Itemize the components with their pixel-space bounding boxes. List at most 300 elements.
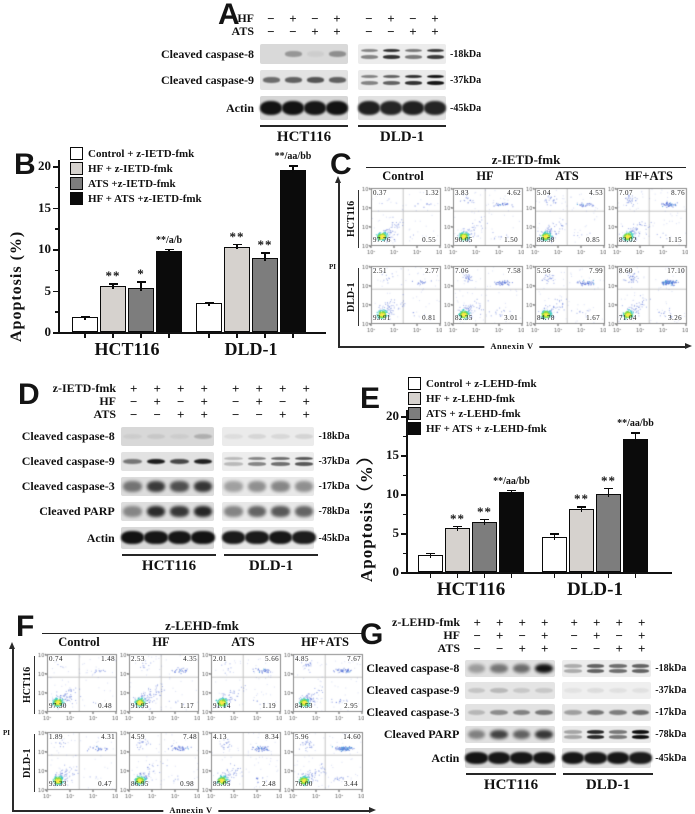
annexin-axis-line bbox=[12, 805, 370, 814]
column-headers bbox=[362, 169, 690, 184]
bar-dld-1-s0 bbox=[196, 303, 222, 332]
pi-axis-label: PI bbox=[329, 263, 336, 271]
quadrant-ll-value: 90.05 bbox=[455, 236, 473, 244]
blot-strip bbox=[562, 660, 651, 677]
condition-sign: − bbox=[570, 641, 578, 656]
blot-band bbox=[170, 459, 189, 465]
x-tick bbox=[264, 334, 266, 338]
blot-row bbox=[6, 477, 358, 496]
condition-sign: + bbox=[255, 394, 263, 409]
blot-band bbox=[629, 752, 652, 764]
quadrant-ur-value: 4.31 bbox=[101, 733, 115, 741]
bar-hct116-s3 bbox=[499, 492, 524, 572]
blot-band bbox=[632, 664, 650, 668]
blot-band bbox=[513, 688, 531, 694]
condition-sign: + bbox=[409, 24, 417, 39]
condition-sign: + bbox=[541, 641, 549, 656]
quadrant-ur-value: 2.77 bbox=[425, 267, 439, 275]
blot-band bbox=[295, 481, 314, 491]
y-tick bbox=[401, 533, 406, 535]
blot-band bbox=[295, 434, 314, 440]
cellline-underline bbox=[466, 773, 556, 775]
quadrant-ur-value: 7.58 bbox=[507, 267, 521, 275]
blot-band bbox=[170, 506, 189, 516]
quadrant-ll-value: 93.91 bbox=[373, 314, 391, 322]
legend-item bbox=[408, 421, 547, 436]
quadrant-ul-value: 3.83 bbox=[455, 189, 469, 197]
condition-sign: + bbox=[153, 394, 161, 409]
condition-sign: − bbox=[279, 394, 287, 409]
flow-plot bbox=[38, 652, 118, 728]
cellline-label: HCT116 bbox=[141, 558, 197, 574]
column-header-control: Control bbox=[382, 169, 424, 183]
blot-band bbox=[510, 752, 533, 764]
cellline-underline bbox=[260, 125, 348, 127]
blot-band bbox=[361, 55, 378, 59]
quadrant-lr-value: 1.17 bbox=[180, 702, 194, 710]
condition-sign: + bbox=[333, 11, 341, 26]
blot-band bbox=[285, 77, 302, 83]
blot-band bbox=[147, 481, 166, 491]
blot-band bbox=[295, 506, 314, 516]
blot-band bbox=[405, 75, 422, 79]
blot-band bbox=[587, 735, 605, 739]
x-tick bbox=[484, 574, 486, 578]
underline-row bbox=[6, 554, 358, 556]
blot-band bbox=[260, 101, 282, 115]
blot-strip bbox=[465, 748, 554, 768]
blot-strip bbox=[562, 704, 651, 721]
blot-row-label: Cleaved PARP bbox=[383, 727, 460, 741]
quadrant-ll-value: 89.58 bbox=[537, 236, 555, 244]
blot-band bbox=[427, 55, 444, 59]
quadrant-ul-value: 4.13 bbox=[213, 733, 227, 741]
blot-row-label: Cleaved caspase-3 bbox=[366, 705, 460, 719]
condition-sign: + bbox=[333, 24, 341, 39]
blot-row bbox=[350, 704, 695, 721]
annexin-axis-label: Annexin V bbox=[484, 341, 539, 351]
condition-sign: − bbox=[177, 394, 185, 409]
significance-annotation: **/aa/bb bbox=[617, 418, 654, 430]
y-tick bbox=[401, 572, 406, 574]
blot-band bbox=[609, 664, 627, 668]
condition-sign: + bbox=[638, 641, 646, 656]
blot-body bbox=[350, 616, 695, 794]
blot-row bbox=[6, 452, 358, 471]
blot-band bbox=[170, 434, 189, 440]
column-header-ats: ATS bbox=[555, 169, 579, 183]
blot-band bbox=[490, 730, 508, 739]
quadrant-ur-value: 1.48 bbox=[101, 655, 115, 663]
condition-sign: + bbox=[177, 381, 185, 396]
condition-sign: − bbox=[153, 407, 161, 422]
condition-sign: − bbox=[289, 24, 297, 39]
legend-swatch bbox=[408, 407, 421, 420]
panel-f-flow bbox=[0, 612, 378, 814]
cellline-label: HCT116 bbox=[483, 777, 539, 793]
blot-row-label: Actin bbox=[86, 530, 115, 545]
quadrant-ul-value: 5.04 bbox=[537, 189, 551, 197]
blot-band bbox=[513, 710, 531, 716]
pi-axis-arrowhead bbox=[335, 176, 341, 183]
blot-band bbox=[427, 49, 444, 53]
quadrant-ul-value: 0.37 bbox=[373, 189, 387, 197]
blot-band bbox=[194, 481, 213, 491]
y-tick-label: 0 bbox=[392, 564, 399, 579]
y-tick-label: 10 bbox=[386, 486, 399, 501]
legend-label: HF + z-IETD-fmk bbox=[88, 162, 173, 175]
flow-plot bbox=[362, 264, 442, 340]
blot-row bbox=[6, 502, 358, 521]
y-tick bbox=[401, 494, 406, 496]
significance-annotation: ** bbox=[574, 491, 589, 507]
quadrant-ur-value: 14.60 bbox=[343, 733, 361, 741]
quadrant-lr-value: 0.81 bbox=[422, 314, 436, 322]
x-tick bbox=[208, 334, 210, 338]
panel-b-label: B bbox=[14, 148, 36, 181]
blot-band bbox=[587, 710, 605, 716]
quadrant-ul-value: 5.56 bbox=[537, 267, 551, 275]
significance-annotation: ** bbox=[450, 510, 465, 526]
condition-sign: − bbox=[496, 641, 504, 656]
blot-row-label: Actin bbox=[226, 100, 254, 115]
blot-strip bbox=[121, 427, 214, 446]
pi-axis-line bbox=[12, 648, 14, 812]
pi-axis-line bbox=[338, 182, 340, 346]
condition-sign: + bbox=[593, 628, 601, 643]
condition-sign: + bbox=[302, 381, 310, 396]
kda-label: -18kDa bbox=[450, 48, 482, 60]
quadrant-lr-value: 1.19 bbox=[262, 702, 276, 710]
quadrant-ll-value: 83.02 bbox=[619, 236, 637, 244]
quadrant-ur-value: 7.67 bbox=[347, 655, 361, 663]
blot-band bbox=[533, 752, 556, 764]
inhibitor-title: z-LEHD-fmk bbox=[165, 618, 239, 633]
panel-a-blot bbox=[148, 0, 568, 146]
condition-sign: + bbox=[311, 24, 319, 39]
y-tick bbox=[53, 332, 58, 334]
legend-swatch bbox=[408, 422, 421, 435]
blot-band bbox=[513, 664, 531, 673]
kda-label: -45kDa bbox=[655, 752, 687, 764]
condition-sign: + bbox=[431, 24, 439, 39]
blot-band bbox=[535, 664, 553, 673]
legend-item bbox=[70, 161, 202, 176]
kda-label: -18kDa bbox=[318, 431, 350, 442]
blot-row bbox=[350, 748, 695, 768]
flow-plot bbox=[120, 730, 200, 806]
kda-label: -78kDa bbox=[655, 729, 687, 740]
blot-band bbox=[361, 75, 378, 79]
error-bar-cap bbox=[205, 302, 214, 304]
condition-label: HF bbox=[99, 394, 116, 408]
blot-band bbox=[535, 710, 553, 716]
bar-dld-1-s2 bbox=[596, 494, 621, 572]
condition-sign: + bbox=[518, 615, 526, 630]
column-header-control: Control bbox=[58, 635, 100, 649]
legend-label: ATS + z-LEHD-fmk bbox=[426, 407, 521, 420]
error-bar bbox=[635, 432, 637, 442]
x-tick bbox=[236, 334, 238, 338]
quadrant-lr-value: 3.01 bbox=[504, 314, 518, 322]
blot-band bbox=[123, 481, 142, 491]
blot-band bbox=[562, 752, 585, 764]
error-bar-cap bbox=[426, 553, 435, 555]
condition-sign: − bbox=[615, 628, 623, 643]
y-tick bbox=[53, 249, 58, 251]
quadrant-ul-value: 8.60 bbox=[619, 267, 633, 275]
error-bar-cap bbox=[550, 533, 559, 535]
blot-band bbox=[609, 710, 627, 716]
blot-band bbox=[361, 81, 378, 85]
condition-signs-group bbox=[358, 25, 446, 38]
kda-label: -37kDa bbox=[318, 456, 350, 467]
condition-sign: + bbox=[130, 381, 138, 396]
legend-swatch bbox=[70, 162, 83, 175]
blot-row bbox=[148, 96, 568, 120]
x-tick bbox=[608, 574, 610, 578]
title-underline bbox=[42, 633, 362, 634]
blot-band bbox=[123, 434, 142, 440]
quadrant-ur-value: 5.66 bbox=[265, 655, 279, 663]
blot-strip bbox=[358, 96, 446, 120]
blot-band bbox=[147, 459, 166, 465]
y-tick bbox=[401, 416, 406, 418]
blot-band bbox=[123, 459, 142, 465]
pi-axis-arrowhead bbox=[9, 642, 15, 649]
blot-band bbox=[245, 531, 269, 544]
blot-band bbox=[424, 101, 446, 115]
cellline-label: DLD-1 bbox=[379, 129, 425, 145]
kda-label: -18kDa bbox=[655, 663, 687, 674]
blot-band bbox=[564, 730, 582, 734]
blot-band bbox=[405, 81, 422, 85]
y-tick-label: 15 bbox=[386, 447, 399, 462]
blot-band bbox=[587, 730, 605, 734]
quadrant-ul-value: 5.96 bbox=[295, 733, 309, 741]
blot-band bbox=[224, 506, 243, 516]
blot-band bbox=[224, 462, 243, 466]
significance-annotation: **/a/b bbox=[155, 234, 183, 246]
blot-band bbox=[427, 75, 444, 79]
quadrant-ll-value: 84.78 bbox=[537, 314, 555, 322]
y-tick-label: 0 bbox=[44, 324, 51, 339]
x-tick bbox=[457, 574, 459, 578]
blot-band bbox=[123, 506, 142, 516]
quadrant-lr-value: 1.15 bbox=[668, 236, 682, 244]
blot-band bbox=[587, 669, 605, 673]
quadrant-lr-value: 1.67 bbox=[586, 314, 600, 322]
blot-band bbox=[468, 664, 486, 673]
legend-label: Control + z-LEHD-fmk bbox=[426, 377, 537, 390]
x-tick bbox=[430, 574, 432, 578]
condition-sign: − bbox=[365, 11, 373, 26]
error-bar-cap bbox=[289, 165, 298, 167]
condition-sign: + bbox=[255, 381, 263, 396]
column-header-hfats: HF+ATS bbox=[301, 635, 349, 649]
condition-row bbox=[6, 408, 358, 421]
quadrant-lr-value: 0.55 bbox=[422, 236, 436, 244]
condition-sign: + bbox=[496, 615, 504, 630]
x-tick bbox=[581, 574, 583, 578]
x-tick bbox=[84, 334, 86, 338]
condition-sign: + bbox=[279, 407, 287, 422]
panel-d-label: D bbox=[18, 378, 40, 411]
blot-band bbox=[380, 101, 402, 115]
blot-strip bbox=[260, 96, 348, 120]
cellline-underline bbox=[224, 554, 318, 556]
x-axis-line bbox=[406, 572, 672, 574]
condition-sign: + bbox=[200, 381, 208, 396]
y-axis-title: Apoptosis (%) bbox=[8, 230, 25, 342]
quadrant-ur-value: 8.76 bbox=[671, 189, 685, 197]
y-tick-label: 5 bbox=[44, 282, 51, 298]
blot-band bbox=[329, 51, 346, 57]
quadrant-ul-value: 2.51 bbox=[373, 267, 387, 275]
blot-band bbox=[295, 462, 314, 466]
legend-item bbox=[408, 406, 547, 421]
blot-strip bbox=[465, 682, 554, 699]
flow-plot bbox=[362, 186, 442, 262]
blot-band bbox=[121, 531, 145, 544]
condition-sign: − bbox=[593, 641, 601, 656]
blot-band bbox=[488, 752, 511, 764]
flow-plot bbox=[444, 264, 524, 340]
x-tick bbox=[168, 334, 170, 338]
y-minor-tick bbox=[403, 475, 406, 477]
blot-band bbox=[490, 664, 508, 673]
blot-band bbox=[513, 730, 531, 739]
cellline-label: HCT116 bbox=[276, 129, 332, 145]
quadrant-ll-value: 76.00 bbox=[295, 780, 313, 788]
quadrant-lr-value: 1.50 bbox=[504, 236, 518, 244]
x-tick bbox=[112, 334, 114, 338]
blot-body bbox=[148, 12, 568, 146]
y-axis-line bbox=[58, 160, 60, 332]
quadrant-ur-value: 7.48 bbox=[183, 733, 197, 741]
blot-band bbox=[609, 735, 627, 739]
inhibitor-title: z-IETD-fmk bbox=[491, 152, 561, 167]
blot-strip bbox=[260, 44, 348, 64]
kda-label: -17kDa bbox=[655, 707, 687, 718]
blot-row-label: Cleaved PARP bbox=[39, 504, 115, 518]
bar-dld-1-s1 bbox=[569, 509, 594, 572]
blot-band bbox=[427, 81, 444, 85]
legend-item bbox=[70, 146, 202, 161]
x-tick bbox=[140, 334, 142, 338]
blot-band bbox=[282, 101, 304, 115]
condition-row bbox=[350, 642, 695, 655]
legend-swatch bbox=[70, 192, 83, 205]
blot-strip bbox=[121, 502, 214, 521]
quadrant-ur-value: 4.62 bbox=[507, 189, 521, 197]
quadrant-ll-value: 93.33 bbox=[49, 780, 67, 788]
blot-band bbox=[564, 669, 582, 673]
legend-label: HF + z-LEHD-fmk bbox=[426, 392, 515, 405]
x-category-label: HCT116 bbox=[94, 339, 160, 359]
quadrant-ur-value: 17.10 bbox=[667, 267, 685, 275]
quadrant-lr-value: 0.98 bbox=[180, 780, 194, 788]
blot-band bbox=[248, 434, 267, 440]
quadrant-ll-value: 91.95 bbox=[131, 702, 149, 710]
error-bar-cap bbox=[165, 249, 174, 251]
condition-sign: − bbox=[267, 24, 275, 39]
condition-sign: + bbox=[302, 394, 310, 409]
x-tick bbox=[292, 334, 294, 338]
quadrant-ur-value: 1.32 bbox=[425, 189, 439, 197]
blot-band bbox=[465, 752, 488, 764]
panel-c-label: C bbox=[330, 148, 352, 181]
condition-label: ATS bbox=[93, 407, 116, 421]
annexin-axis-arrowhead bbox=[685, 343, 692, 349]
condition-label: z-LEHD-fmk bbox=[392, 615, 460, 629]
blot-band bbox=[383, 81, 400, 85]
legend-item bbox=[70, 176, 202, 191]
legend-swatch bbox=[408, 377, 421, 390]
quadrant-ll-value: 85.05 bbox=[213, 780, 231, 788]
condition-sign: + bbox=[232, 381, 240, 396]
quadrant-lr-value: 3.26 bbox=[668, 314, 682, 322]
x-tick bbox=[511, 574, 513, 578]
kda-label: -37kDa bbox=[655, 685, 687, 696]
bar-hct116-s2 bbox=[128, 288, 154, 332]
kda-label: -45kDa bbox=[318, 532, 350, 544]
blot-band bbox=[248, 481, 267, 491]
blot-row bbox=[6, 527, 358, 549]
blot-band bbox=[285, 51, 302, 57]
bar-dld-1-s1 bbox=[224, 247, 250, 332]
y-tick-label: 5 bbox=[392, 525, 399, 540]
blot-band bbox=[587, 688, 605, 694]
blot-band bbox=[587, 664, 605, 668]
quadrant-ll-value: 86.95 bbox=[131, 780, 149, 788]
x-category-label: DLD-1 bbox=[567, 579, 623, 600]
y-axis-title: Apoptosis（%） bbox=[357, 447, 376, 582]
condition-signs-group bbox=[466, 642, 556, 655]
condition-sign: + bbox=[638, 615, 646, 630]
blot-band bbox=[144, 531, 168, 544]
panel-g-label: G bbox=[360, 618, 384, 651]
blot-band bbox=[248, 462, 267, 466]
legend-item bbox=[408, 376, 547, 391]
quadrant-lr-value: 2.48 bbox=[262, 780, 276, 788]
quadrant-lr-value: 0.48 bbox=[98, 702, 112, 710]
blot-band bbox=[468, 730, 486, 739]
blot-strip bbox=[465, 726, 554, 743]
blot-band bbox=[405, 55, 422, 59]
condition-sign: + bbox=[518, 641, 526, 656]
blot-band bbox=[248, 457, 267, 461]
flow-plot bbox=[38, 730, 118, 806]
quadrant-ll-value: 97.30 bbox=[49, 702, 67, 710]
blot-band bbox=[358, 101, 380, 115]
blot-band bbox=[490, 688, 508, 694]
significance-annotation: ** bbox=[229, 228, 245, 244]
condition-sign: − bbox=[387, 24, 395, 39]
quadrant-ll-value: 71.04 bbox=[619, 314, 637, 322]
quadrant-ll-value: 84.53 bbox=[295, 702, 313, 710]
condition-sign: + bbox=[570, 615, 578, 630]
condition-sign: − bbox=[130, 394, 138, 409]
condition-label: ATS bbox=[231, 24, 254, 38]
condition-sign: + bbox=[200, 407, 208, 422]
blot-band bbox=[170, 481, 189, 491]
y-tick-label: 20 bbox=[38, 158, 51, 173]
condition-sign: − bbox=[570, 628, 578, 643]
condition-sign: − bbox=[409, 11, 417, 26]
blot-band bbox=[271, 462, 290, 466]
kda-label: -37kDa bbox=[450, 74, 482, 86]
